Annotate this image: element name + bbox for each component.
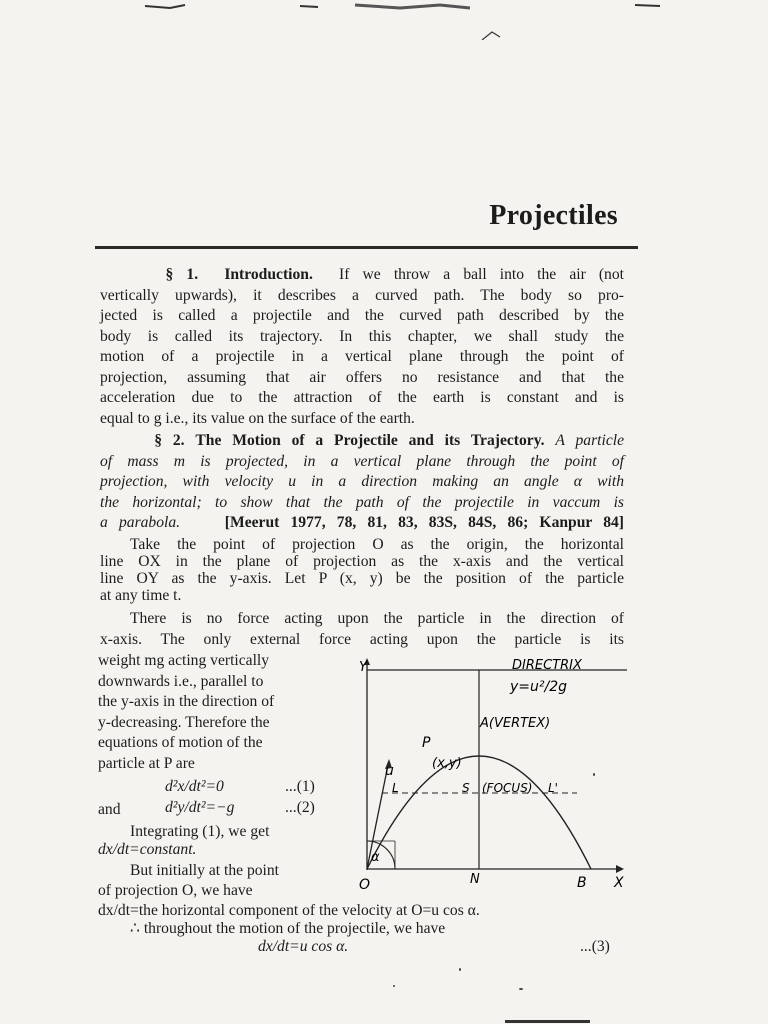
- o-label: O: [359, 877, 371, 893]
- scan-speck: [393, 985, 395, 987]
- y-label: Y: [359, 660, 367, 675]
- text-line: x-axis. The only external force acting upon the particle is its: [100, 630, 624, 648]
- section-2-heading: The Motion of a Projectile and its Trajectory.: [195, 432, 545, 449]
- text-line: equal to g i.e., its value on the surface of the earth.: [100, 409, 415, 427]
- text-line: acceleration due to the attraction of the earth is constant and is: [100, 389, 624, 406]
- section-1-first-line: [100, 265, 624, 286]
- text-line: motion of a projectile in a vertical plane through the point of: [100, 348, 624, 365]
- throughout-line: ∴ throughout the motion of the projectile, we have: [130, 920, 446, 937]
- section-1-heading: Introduction.: [224, 266, 313, 283]
- vertex-label: A(VERTEX): [480, 716, 551, 731]
- left-column-text: [98, 651, 334, 774]
- section-1-paragraph: [100, 265, 624, 429]
- text-line: equations of motion of the: [98, 734, 263, 751]
- text-line: weight mg acting vertically: [98, 652, 270, 669]
- integrating-line: Integrating (1), we get: [130, 823, 270, 840]
- horizontal-component-line: dx/dt=the horizontal component of the velocity at O=u cos α.: [98, 902, 480, 919]
- text-line: a parabola.: [100, 514, 181, 531]
- scan-speck: [519, 988, 523, 990]
- projectile-figure: [352, 655, 637, 900]
- section-1-number: § 1.: [165, 266, 199, 283]
- text-line: y-decreasing. Therefore the: [98, 713, 270, 731]
- constant-line: dx/dt=constant.: [98, 841, 197, 858]
- equation-3: dx/dt=u cos α.: [258, 938, 349, 955]
- title-rule: [95, 246, 638, 249]
- text-line: line OX in the plane of projection as the x-axis and the vertical: [100, 553, 624, 570]
- equation-2: d²y/dt²=−g: [165, 799, 235, 816]
- s-label: S: [462, 781, 470, 795]
- n-label: N: [470, 872, 480, 887]
- text-line: There is no force acting upon the particle in the direction of: [130, 610, 624, 627]
- text-line: the y-axis in the direction of: [98, 693, 275, 710]
- scan-speck: [459, 968, 461, 971]
- directrix-label: DIRECTRIX: [512, 658, 582, 673]
- text-line: projection, assuming that air offers no resistance and that the: [100, 368, 624, 386]
- initially-line: But initially at the point: [130, 862, 279, 879]
- scan-speck: [593, 773, 595, 776]
- equation-1: d²x/dt²=0: [165, 778, 224, 795]
- text-line: projection, with velocity u in a direction making an angle α with: [100, 473, 624, 490]
- text-line: at any time t.: [100, 587, 182, 604]
- text-line: Take the point of projection O as the origin, the horizontal: [130, 536, 624, 553]
- text-line: jected is called a projectile and the curved path described by the: [100, 307, 624, 324]
- section-2-paragraph: [100, 431, 624, 534]
- b-label: B: [577, 875, 587, 891]
- text-line: If we throw a ball into the air (not: [339, 266, 624, 283]
- section-2-number: § 2.: [154, 432, 185, 449]
- focus-label: (FOCUS): [482, 781, 533, 795]
- scan-top-marks: [0, 0, 768, 40]
- l-prime-label: L': [548, 781, 558, 795]
- section-2-last-line: [100, 513, 624, 534]
- equation-3-number: ...(3): [580, 938, 610, 955]
- exam-citation: [Meerut 1977, 78, 81, 83, 83S, 84S, 86; Kanpur 84]: [224, 514, 624, 531]
- l-label: L: [392, 781, 399, 795]
- equation-1-number: ...(1): [285, 778, 315, 795]
- text-line: the horizontal; to show that the path of the projectile in vaccum is: [100, 493, 624, 511]
- section-2-first-line: [100, 431, 624, 452]
- u-label: u: [385, 763, 394, 779]
- text-line: A particle: [555, 432, 624, 449]
- point-p-label: P: [422, 735, 431, 751]
- text-line: vertically upwards), it describes a curved path. The body so pro-: [100, 286, 624, 304]
- equation-2-number: ...(2): [285, 799, 315, 816]
- chapter-title: Projectiles: [489, 200, 618, 231]
- text-line: of mass m is projected, in a vertical plane through the point of: [100, 452, 624, 470]
- projection-line: of projection O, we have: [98, 882, 253, 899]
- scan-edge-mark: [505, 1020, 590, 1023]
- directrix-equation: y=u²/2g: [510, 679, 568, 695]
- force-paragraph: [100, 609, 624, 650]
- text-line: line OY as the y-axis. Let P (x, y) be the position of the particle: [100, 570, 624, 587]
- and-label: and: [98, 801, 121, 818]
- text-line: downwards i.e., parallel to: [98, 672, 264, 690]
- coordinates-paragraph: [100, 536, 624, 604]
- x-label: X: [614, 875, 624, 891]
- text-line: particle at P are: [98, 754, 195, 772]
- alpha-label: α: [371, 850, 380, 865]
- point-xy-label: (x,y): [432, 756, 462, 771]
- x-axis-arrow: [616, 865, 624, 873]
- text-line: body is called its trajectory. In this chapter, we shall study the: [100, 327, 624, 345]
